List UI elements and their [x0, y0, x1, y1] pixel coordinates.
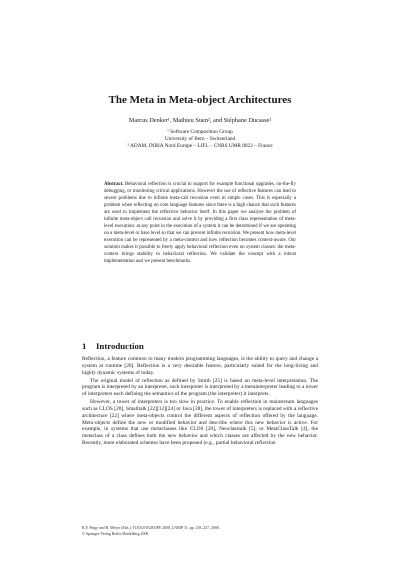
body-paragraph: The original model of reflection as defined by Smith [25] is based on meta-level interpretation. The program is interpreted by an interpreter, such interpreter is interpreted by a metainterpreter leading to a tower of interpreters each defining the semantics of the program (the interpreter) it interprets. — [82, 377, 318, 398]
abstract-label: Abstract. — [104, 182, 124, 187]
affiliations — [60, 129, 340, 150]
affiliation-line: ² ADAM, INRIA Nord Europe – LIFL – CNRS UMR 8022 – France — [127, 143, 273, 149]
section-number: 1 — [82, 341, 87, 351]
footer-line: © Springer-Verlag Berlin Heidelberg 2008 — [82, 531, 149, 536]
affiliation-line: ¹ Software Composition Group — [167, 129, 233, 135]
section-title: Introduction — [96, 341, 144, 351]
body-paragraph: However, a tower of interpreters is too slow in practice. To enable reflection in mainstream languages such as CLOS [20], Smalltalk [22][12][24] or Java [28], the tower of interpreters is replaced with a reflective architecture [22] where meta-objects control the different aspects of reflection offered by the language. Meta-objects define the new or modified behavior and describe where this new behavior is active. For example, in systems that use metaclasses like CLOS [20], Neoclasstalk [5], or MetaClassTalk [4], the metaclass of a class defines both the new behavior and which classes are affected by the new behavior. Recently, more elaborated schemes have been proposed (e.g., partial behavioral reflection — [82, 399, 318, 446]
paper-title: The Meta in Meta-object Architectures — [108, 94, 292, 106]
section-heading — [82, 341, 318, 352]
body-text — [82, 356, 318, 448]
author-list: Marcus Denker¹, Mathieu Suen², and Stéphane Ducasse² — [128, 117, 272, 124]
publication-footer — [82, 526, 318, 537]
body-paragraph: Reflection, a feature common to many modern programming languages, is the ability to query and change a system at runtime [20]. Reflection is a very desirable feature, particularly suited for the long-living and highly dynamic systems of today. — [82, 356, 318, 376]
abstract — [104, 181, 296, 265]
footer-line: R.F. Paige and B. Meyer (Eds.): TOOLS EUROPE 2008, LNBIP 11, pp. 218–237, 2008. — [82, 526, 220, 530]
affiliation-line: University of Bern – Switzerland — [164, 136, 236, 142]
abstract-text: Behavioral reflection is crucial to support for example functional upgrades, on-the-fly debugging, or monitoring critical applications. However the use of reflective features can lead to severe problems due to infinite meta-call recursion even in simple cases. This is especially a problem when reflecting on core language features since there is a high chance that such features are used to implement the reflective behavior itself. In this paper we analyze the problem of infinite meta-object call recursion and solve it by providing a first class representation of meta-level execution: at any point in the execution of a system it can be determined if we are operating on a meta-level or base level so that we can prevent infinite recursion. We present how meta-level execution can be represented by a meta-context and how reflection becomes context-aware. Our solution makes it possible to freely apply behavioral reflection even on system classes: the meta-context brings stability to behavioral reflection. We validate the concept with a robust implementation and we present benchmarks. — [104, 182, 296, 264]
